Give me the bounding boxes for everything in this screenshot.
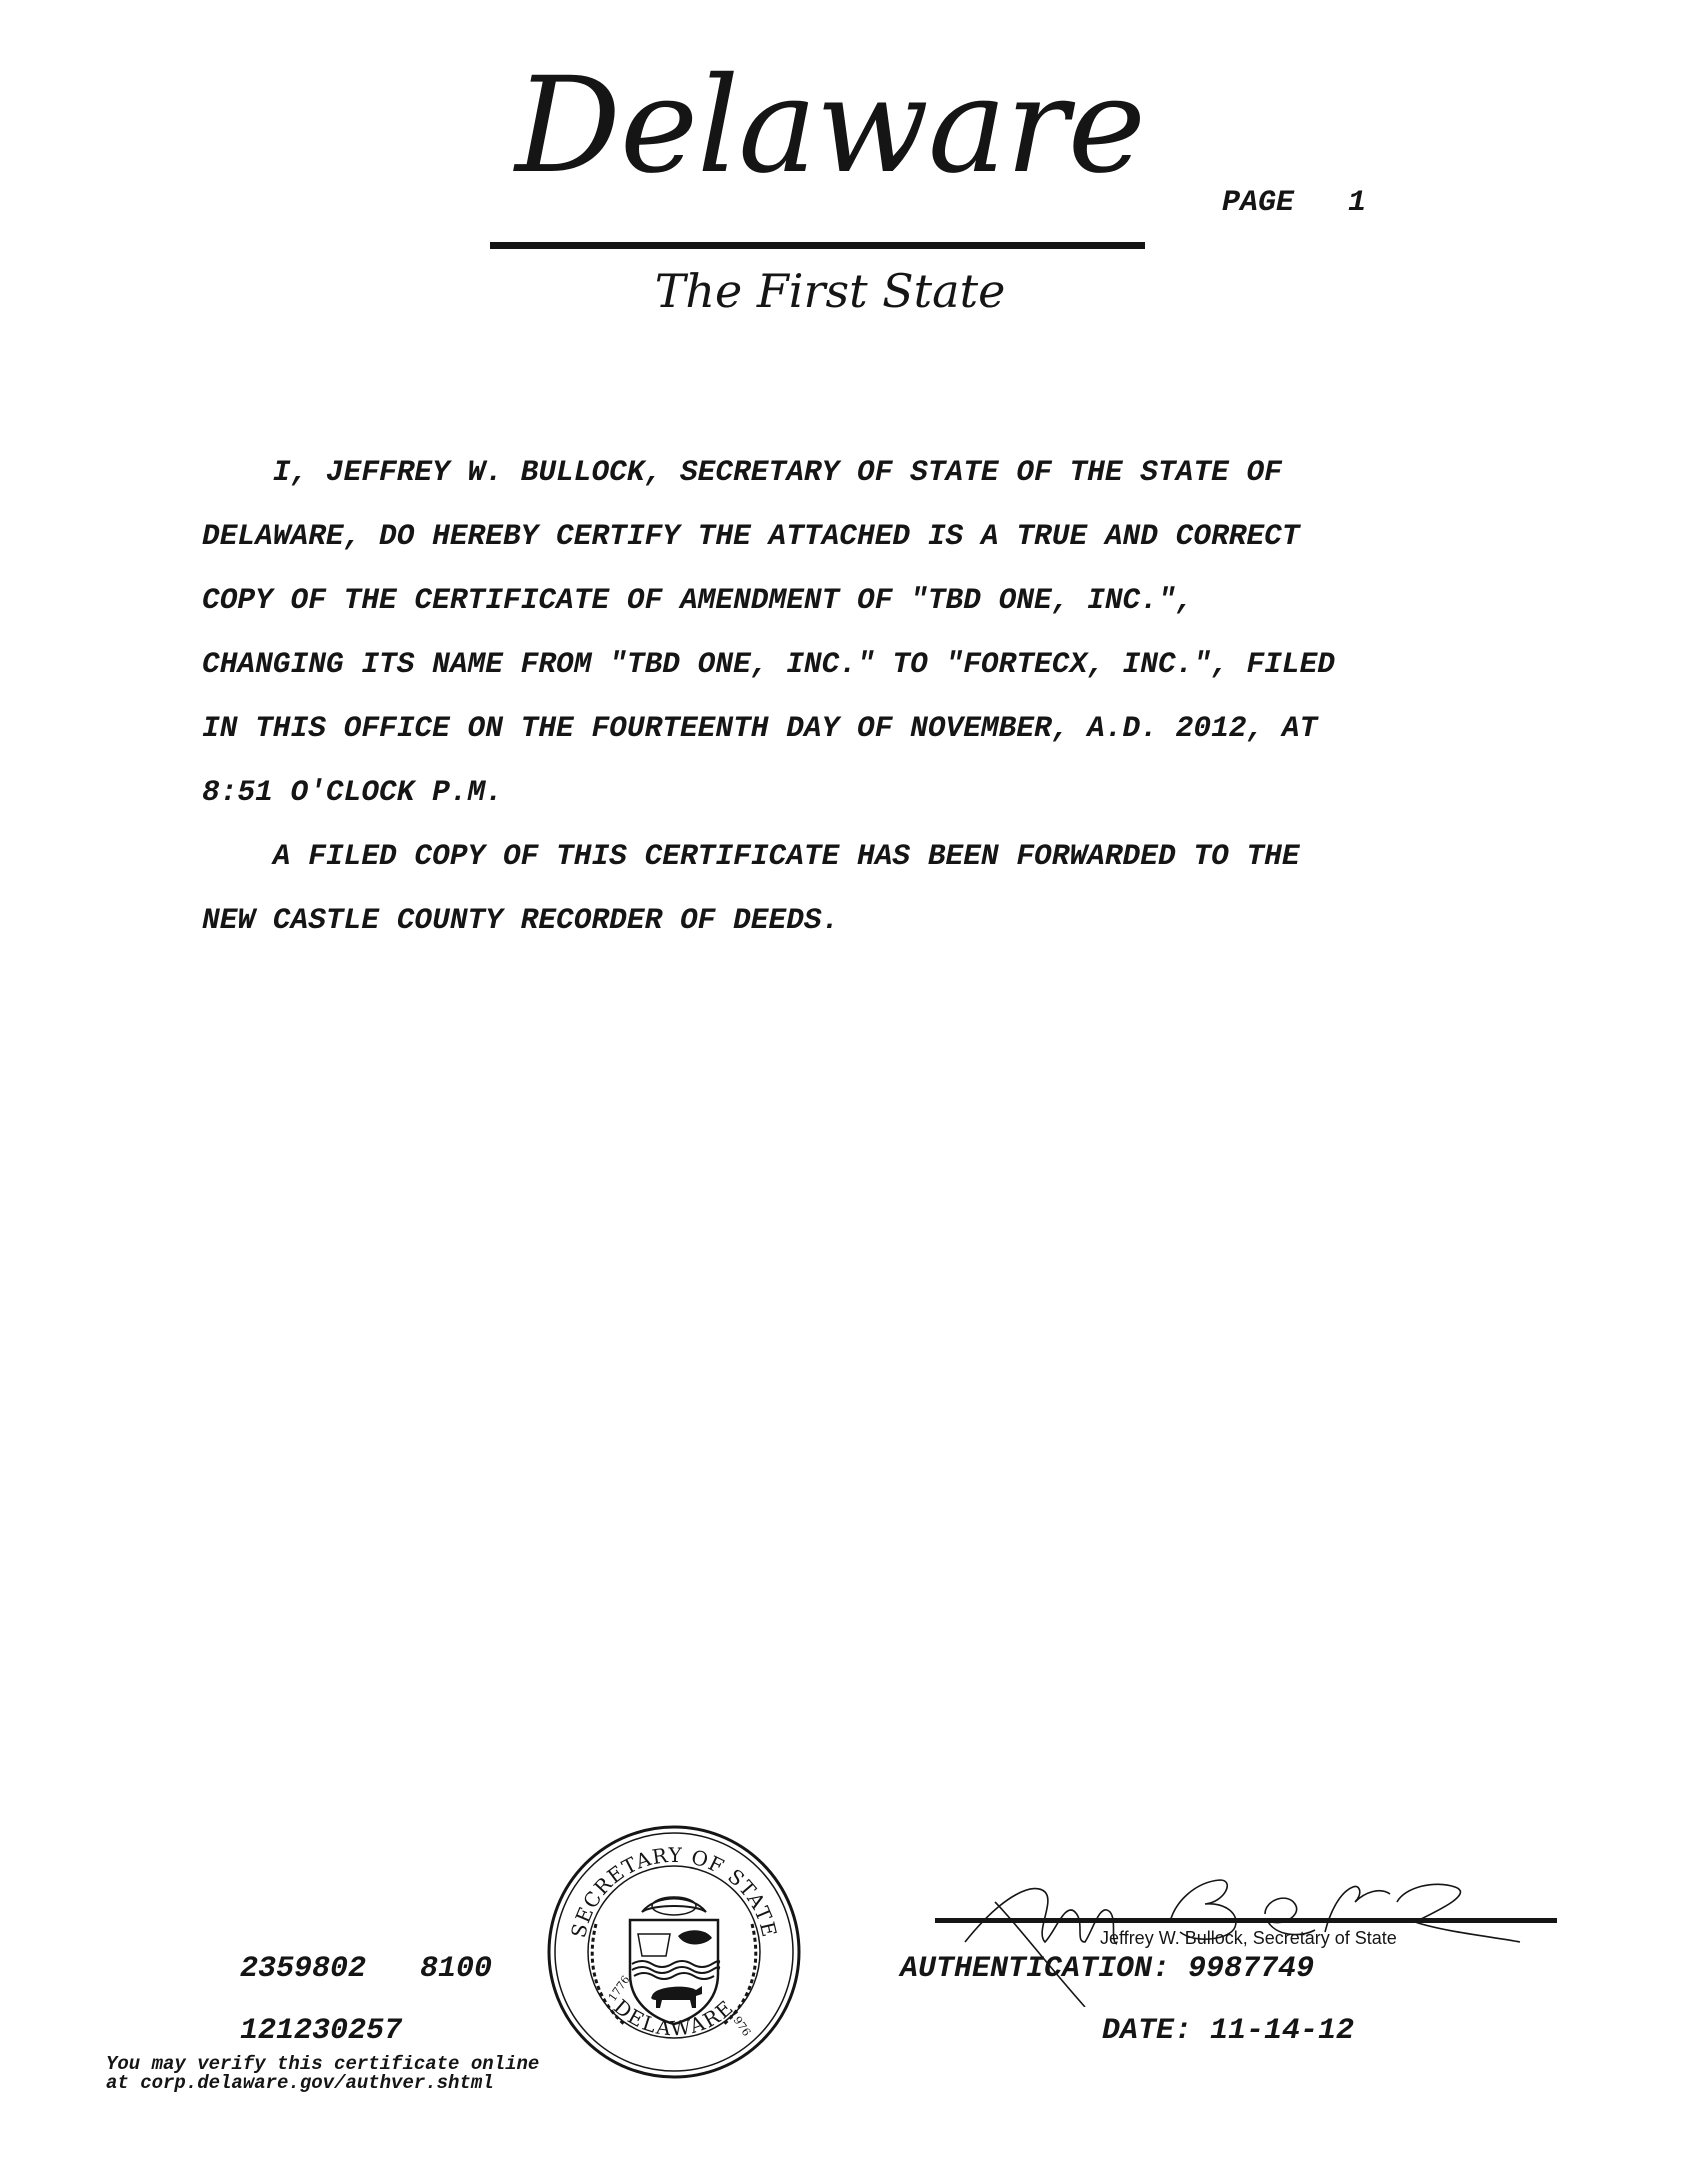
page-number: PAGE 1	[1222, 186, 1367, 220]
certificate-line: NEW CASTLE COUNTY RECORDER OF DEEDS.	[202, 903, 840, 937]
certificate-date: DATE: 11-14-12	[1102, 2014, 1355, 2048]
secretary-of-state-seal	[546, 1824, 802, 2080]
certificate-line: I, JEFFREY W. BULLOCK, SECRETARY OF STATE OF THE STATE OF	[202, 455, 1282, 489]
certificate-body	[202, 440, 1502, 952]
verification-note	[106, 2055, 539, 2093]
certificate-line: CHANGING ITS NAME FROM "TBD ONE, INC." TO "FORTECX, INC.", FILED	[202, 647, 1335, 681]
certificate-line: A FILED COPY OF THIS CERTIFICATE HAS BEEN FORWARDED TO THE	[202, 839, 1300, 873]
verification-line: at corp.delaware.gov/authver.shtml	[106, 2072, 494, 2094]
signature-line	[935, 1918, 1557, 1923]
seal-year-left: 1776	[605, 1973, 633, 2004]
seal-top-text: SECRETARY OF STATE	[566, 1842, 782, 1941]
document-number: 121230257	[240, 2014, 403, 2048]
certificate-line: COPY OF THE CERTIFICATE OF AMENDMENT OF "TBD ONE, INC.",	[202, 583, 1194, 617]
title-underline	[490, 242, 1145, 249]
certificate-line: 8:51 O'CLOCK P.M.	[202, 775, 503, 809]
verification-line: You may verify this certificate online	[106, 2053, 540, 2075]
certificate-line: IN THIS OFFICE ON THE FOURTEENTH DAY OF NOVEMBER, A.D. 2012, AT	[202, 711, 1318, 745]
state-motto: The First State	[654, 264, 1006, 318]
seal-year-right: 1976	[726, 2008, 754, 2039]
svg-text:DELAWARE	[609, 1994, 739, 2040]
signatory-name: Jeffrey W. Bullock, Secretary of State	[1100, 1928, 1397, 1948]
seal-bottom-text: DELAWARE	[609, 1994, 739, 2041]
authentication-number: AUTHENTICATION: 9987749	[900, 1952, 1315, 1986]
state-title: Delaware	[515, 49, 1145, 203]
certificate-line: DELAWARE, DO HEREBY CERTIFY THE ATTACHED IS A TRUE AND CORRECT	[202, 519, 1300, 553]
file-number: 2359802 8100	[240, 1952, 493, 1986]
svg-text:SECRETARY OF STATE	[566, 1843, 782, 1940]
